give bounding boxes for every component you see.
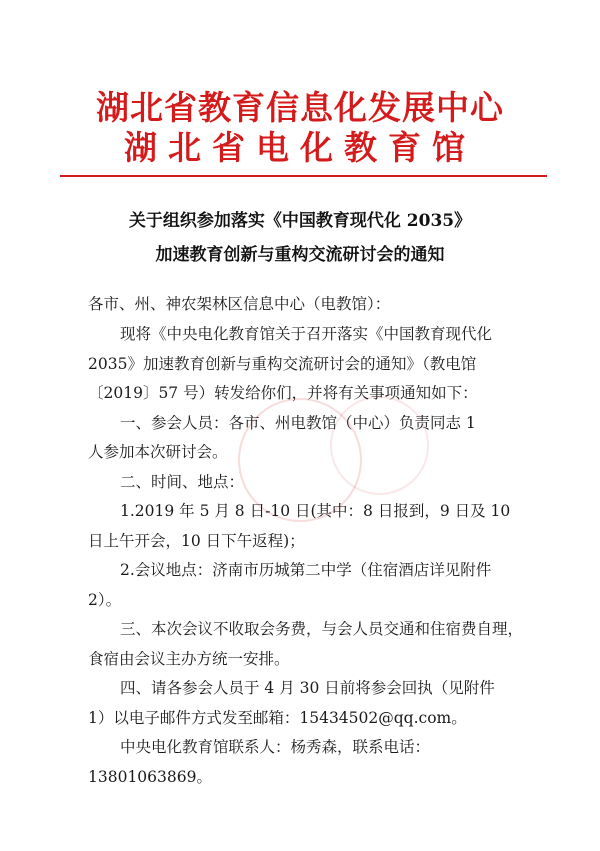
paragraph-4-line-1: 1.2019 年 5 月 8 日-10 日(其中：8 日报到，9 日及 10 xyxy=(120,502,511,520)
document-title-line-2: 加速教育创新与重构交流研讨会的通知 xyxy=(155,245,445,265)
letterhead-line-1: 湖北省教育信息化发展中心 xyxy=(96,88,504,127)
paragraph-1-line-1: 现将《中央电化教育馆关于召开落实《中国教育现代化 xyxy=(120,325,493,343)
paragraph-2-line-2: 人参加本次研讨会。 xyxy=(88,443,228,461)
paragraph-5-line-1: 2.会议地点：济南市历城第二中学（住宿酒店详见附件 xyxy=(120,561,492,579)
red-separator-line xyxy=(60,175,547,177)
paragraph-6-line-1: 三、本次会议不收取会务费，与会人员交通和住宿费自理， xyxy=(120,620,524,638)
salutation: 各市、州、神农架林区信息中心（电教馆）： xyxy=(88,295,391,313)
paragraph-4-line-2: 日上午开会，10 日下午返程)； xyxy=(88,532,305,550)
paragraph-8-line-1: 中央电化教育馆联系人：杨秀森，联系电话： xyxy=(120,738,431,756)
paragraph-3: 二、时间、地点： xyxy=(120,473,245,491)
paragraph-2-line-1: 一、参会人员：各市、州电教馆（中心）负责同志 1 xyxy=(120,414,476,432)
paragraph-6-line-2: 食宿由会议主办方统一安排。 xyxy=(88,650,290,668)
paragraph-1-line-3: 〔2019〕57 号）转发给你们，并将有关事项通知如下： xyxy=(88,384,478,402)
document-title-line-1: 关于组织参加落实《中国教育现代化 2035》 xyxy=(128,211,472,231)
paragraph-8-line-2: 13801063869。 xyxy=(88,768,212,786)
paragraph-5-line-2: 2）。 xyxy=(88,591,122,609)
letterhead-line-2: 湖北省电化教育馆 xyxy=(124,128,476,167)
paragraph-7-line-2: 1）以电子邮件方式发至邮箱：15434502@qq.com。 xyxy=(88,709,467,727)
paragraph-7-line-1: 四、请各参会人员于 4 月 30 日前将参会回执（见附件 xyxy=(120,679,495,697)
paragraph-1-line-2: 2035》加速教育创新与重构交流研讨会的通知》（教电馆 xyxy=(88,355,477,373)
